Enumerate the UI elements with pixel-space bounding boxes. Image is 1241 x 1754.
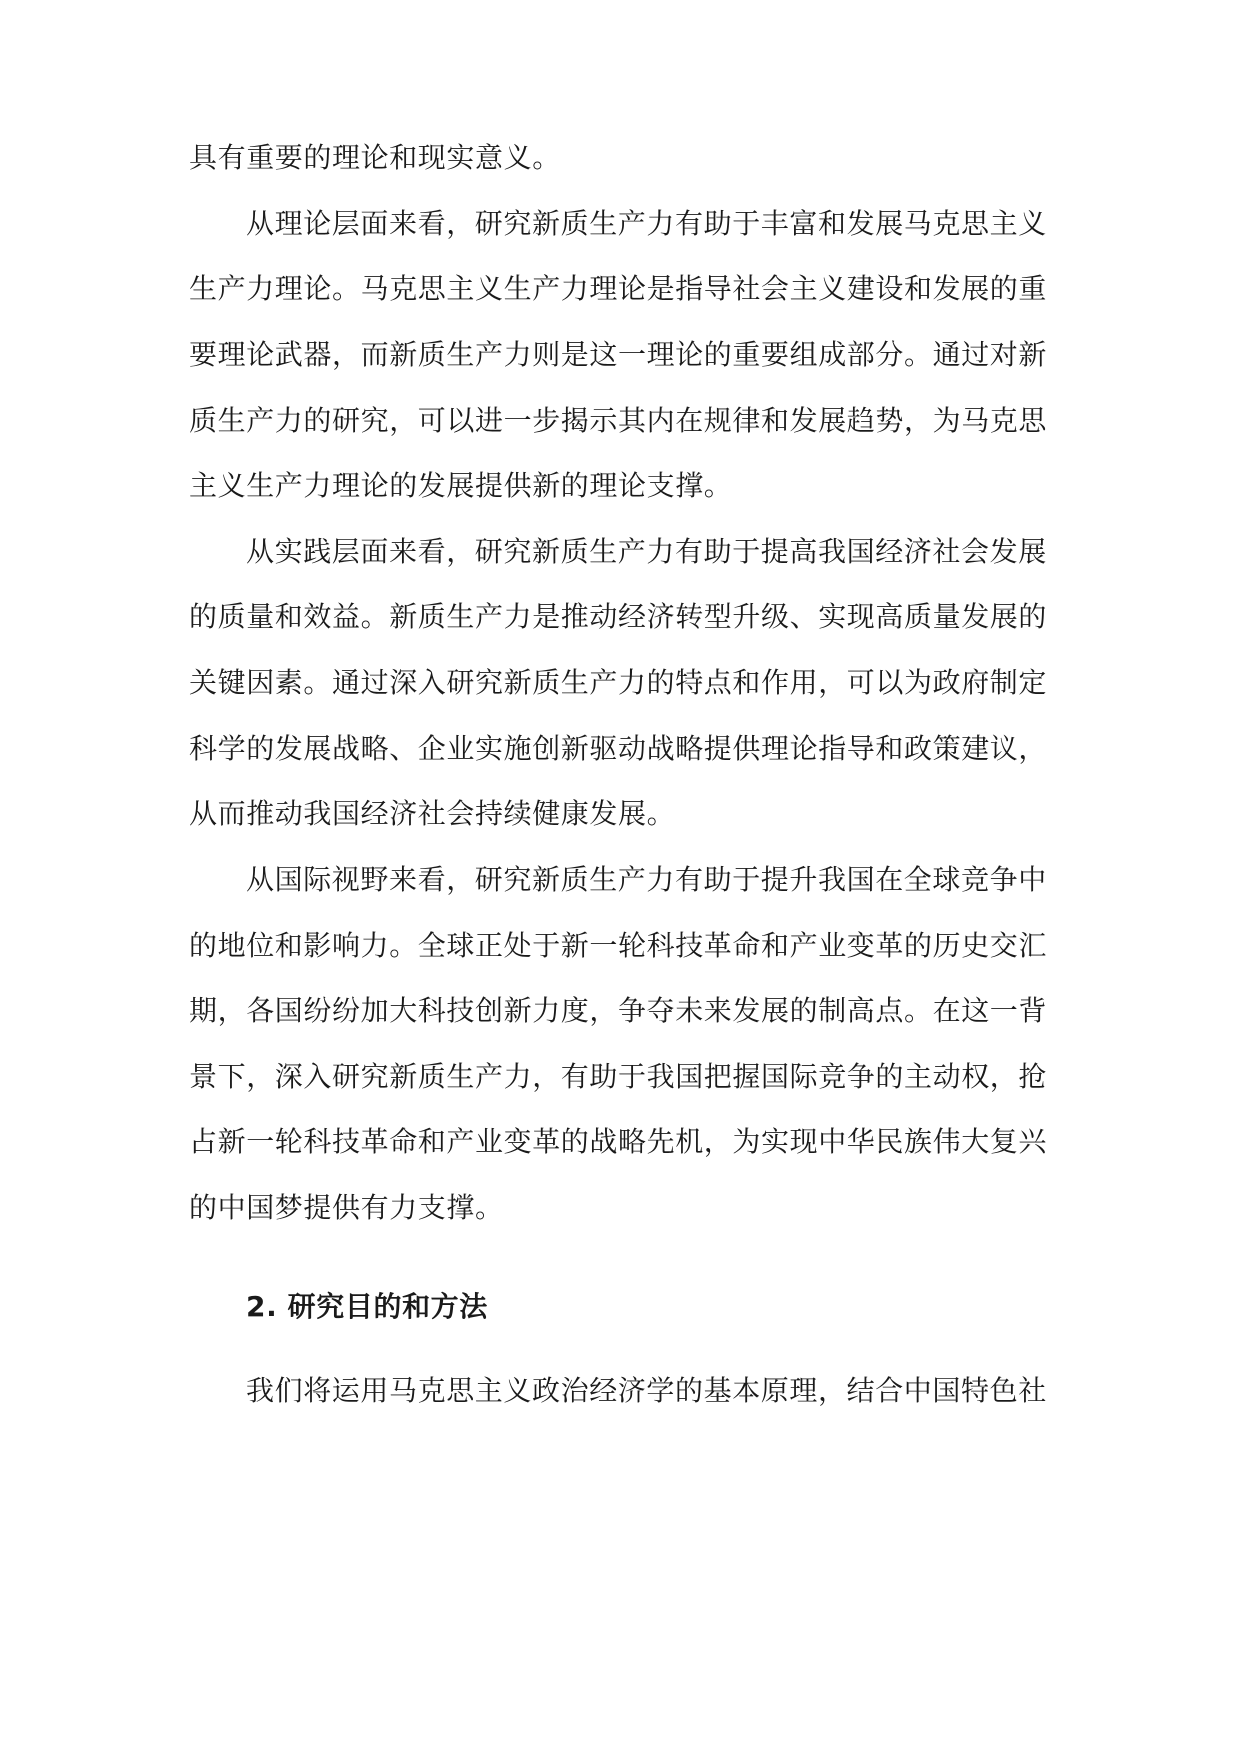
paragraph-first-line: 我们将运用马克思主义政治经济学的基本原理，结合中国特色社 [246,1374,1047,1407]
paragraph-first-line: 从国际视野来看，研究新质生产力有助于提升我国在全球竞争中 [246,863,1047,896]
text-line: 从而推动我国经济社会持续健康发展。 [189,797,676,830]
paragraph-first-line: 从实践层面来看，研究新质生产力有助于提高我国经济社会发展 [246,535,1047,568]
text-line: 的地位和影响力。全球正处于新一轮科技革命和产业变革的历史交汇 [189,929,1048,962]
paragraph-first-line: 从理论层面来看，研究新质生产力有助于丰富和发展马克思主义 [246,207,1047,240]
text-line: 占新一轮科技革命和产业变革的战略先机，为实现中华民族伟大复兴 [189,1125,1048,1158]
text-line: 主义生产力理论的发展提供新的理论支撑。 [189,469,733,502]
text-line: 具有重要的理论和现实意义。 [189,141,561,174]
text-line: 关键因素。通过深入研究新质生产力的特点和作用，可以为政府制定 [189,666,1048,699]
text-line: 生产力理论。马克思主义生产力理论是指导社会主义建设和发展的重 [189,272,1048,305]
text-line: 景下，深入研究新质生产力，有助于我国把握国际竞争的主动权，抢 [189,1060,1048,1093]
text-line: 的质量和效益。新质生产力是推动经济转型升级、实现高质量发展的 [189,600,1048,633]
text-line: 的中国梦提供有力支撑。 [189,1191,504,1224]
text-line: 科学的发展战略、企业实施创新驱动战略提供理论指导和政策建议， [189,732,1048,765]
text-line: 期，各国纷纷加大科技创新力度，争夺未来发展的制高点。在这一背 [189,994,1048,1027]
text-line: 质生产力的研究，可以进一步揭示其内在规律和发展趋势，为马克思 [189,404,1048,437]
text-line: 要理论武器，而新质生产力则是这一理论的重要组成部分。通过对新 [189,338,1048,371]
section-heading: 2. 研究目的和方法 [246,1290,488,1323]
